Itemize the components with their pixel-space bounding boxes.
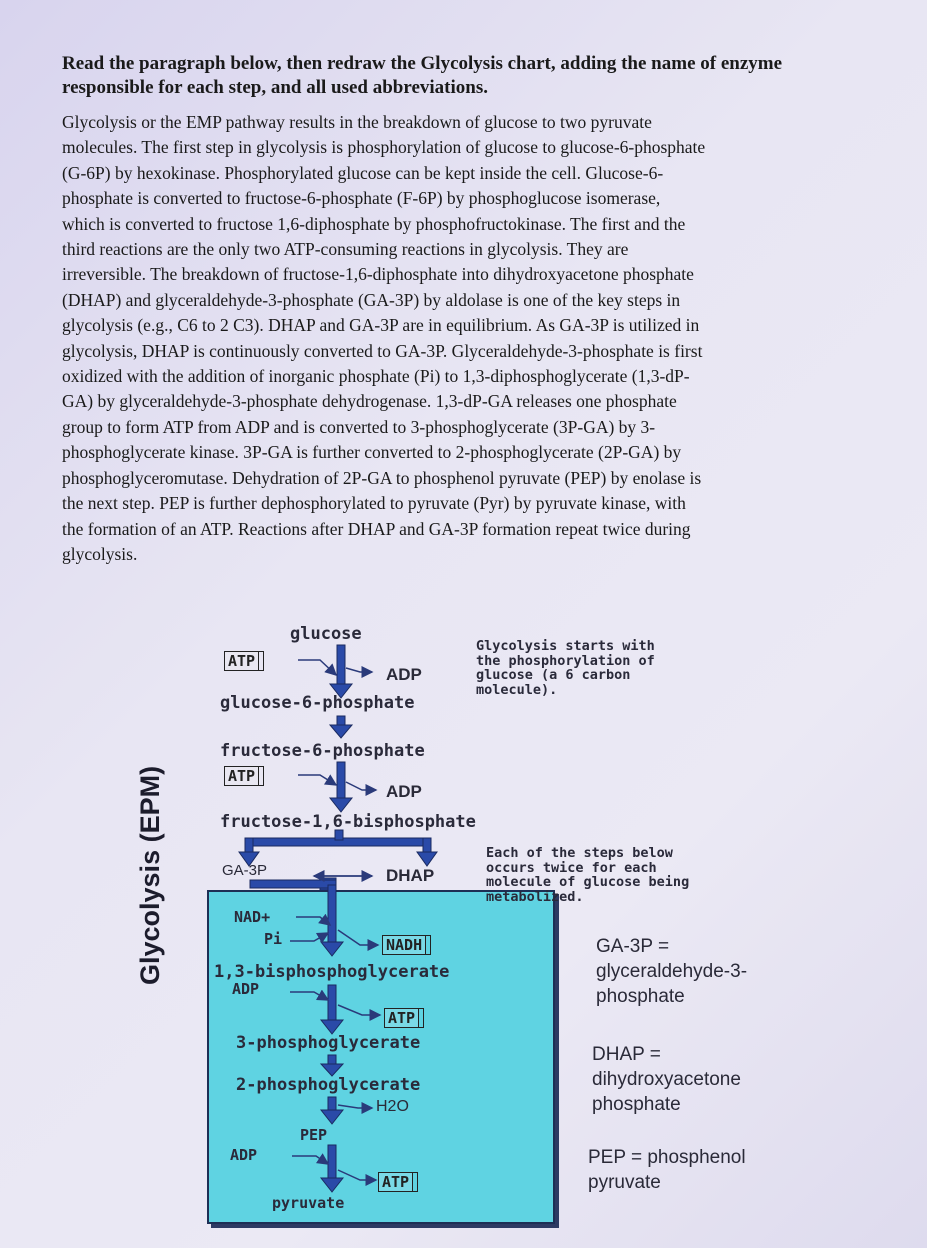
paragraph-line: the next step. PEP is further dephosphorylated to pyruvate (Pyr) by pyruvate kinase, with [62, 493, 686, 514]
note-line: metabolized. [486, 888, 584, 905]
abbrev-line: glyceraldehyde-3- [596, 961, 748, 982]
2-phosphoglycerate-label: 2-phosphoglycerate [236, 1075, 421, 1095]
atp-box-4: ATP [378, 1172, 413, 1192]
paragraph-line: group to form ATP from ADP and is converted to 3-phosphoglycerate (3P-GA) by 3- [62, 416, 656, 437]
adp-label-4: ADP [230, 1146, 258, 1164]
adp-label-1: ADP [386, 665, 422, 684]
paragraph-line: phosphoglyceromutase. Dehydration of 2P-GA to phosphenol pyruvate (PEP) by enolase is [62, 467, 702, 488]
note-line: Each of the steps below [486, 845, 673, 861]
instruction-heading: Read the paragraph below, then redraw the Glycolysis chart, adding the name of enzyme responsible for each step, and all used abbreviations. [62, 53, 783, 98]
atp-box-1: ATP [224, 651, 259, 671]
fructose-6-phosphate-label: fructose-6-phosphate [220, 741, 425, 761]
paragraph-line: phosphate is converted to fructose-6-phosphate (F-6P) by phosphoglucose isomerase, [62, 188, 661, 209]
note-glycolysis-start [476, 639, 655, 697]
h2o-label: H2O [376, 1098, 409, 1115]
adp-label-3: ADP [232, 980, 260, 998]
paragraph-line: the formation of an ATP. Reactions after DHAP and GA-3P formation repeat twice during [62, 518, 691, 539]
paragraph-line: which is converted to fructose 1,6-diphosphate by phosphofructokinase. The first and the [62, 213, 686, 234]
paragraph-line: (G-6P) by hexokinase. Phosphorylated glucose can be kept inside the cell. Glucose-6- [62, 162, 664, 183]
paragraph-line: (DHAP) and glyceraldehyde-3-phosphate (GA-3P) by aldolase is one of the key steps in [62, 289, 681, 310]
paragraph-line: glycolysis (e.g., C6 to 2 C3). DHAP and GA-3P are in equilibrium. As GA-3P is utilized in [62, 315, 700, 336]
abbrev-line: DHAP = [592, 1044, 661, 1065]
note-steps-twice [486, 846, 689, 904]
dhap-label: DHAP [386, 866, 435, 885]
paragraph-line: glycolysis. [62, 543, 138, 564]
abbrev-line: phosphate [592, 1094, 681, 1115]
paragraph-line: phosphoglycerate kinase. 3P-GA is further converted to 2-phosphoglycerate (2P-GA) by [62, 442, 682, 463]
paragraph-line: oxidized with the addition of inorganic phosphate (Pi) to 1,3-diphosphoglycerate (1,3-dP- [62, 366, 690, 387]
paragraph-line: glycolysis, DHAP is continuously converted to GA-3P. Glyceraldehyde-3-phosphate is first [62, 340, 703, 361]
pyruvate-label: pyruvate [272, 1194, 345, 1212]
note-line: occurs twice for each [486, 859, 657, 876]
abbrev-ga3p [596, 934, 747, 1009]
glucose-label: glucose [290, 624, 362, 644]
pi-label: Pi [264, 930, 283, 948]
paragraph-line: third reactions are the only two ATP-consuming reactions in glycolysis. They are [62, 239, 629, 260]
paragraph-line: Glycolysis or the EMP pathway results in the breakdown of glucose to two pyruvate [62, 112, 652, 132]
3-phosphoglycerate-label: 3-phosphoglycerate [236, 1033, 421, 1053]
note-line: molecule). [476, 681, 558, 698]
note-line: molecule of glucose being [486, 874, 690, 890]
abbrev-dhap [592, 1042, 741, 1117]
paragraph-line: molecules. The first step in glycolysis is phosphorylation of glucose to glucose-6-phosphate [62, 137, 706, 158]
pep-label: PEP [300, 1126, 328, 1144]
atp-box-2: ATP [224, 766, 259, 786]
abbrev-line: phosphate [596, 986, 685, 1007]
paragraph-line: GA) by glyceraldehyde-3-phosphate dehydrogenase. 1,3-dP-GA releases one phosphate [62, 391, 677, 412]
nad-label: NAD+ [234, 908, 271, 926]
abbrev-line: PEP = phosphenol [588, 1147, 746, 1168]
glucose-6-phosphate-label: glucose-6-phosphate [220, 693, 415, 713]
adp-label-2: ADP [386, 782, 422, 801]
abbrev-line: GA-3P = [596, 936, 670, 957]
abbrev-pep [588, 1145, 746, 1195]
1-3-bisphosphoglycerate-label: 1,3-bisphosphoglycerate [214, 962, 450, 982]
nadh-box: NADH [382, 935, 426, 955]
note-line: the phosphorylation of [476, 652, 655, 669]
note-line: glucose (a 6 carbon [476, 667, 631, 683]
atp-box-3: ATP [384, 1008, 419, 1028]
ga3p-label: GA-3P [222, 862, 268, 879]
glycolysis-side-title: Glycolysis (EPM) [135, 765, 165, 985]
abbrev-line: dihydroxyacetone [592, 1069, 741, 1090]
fructose-1-6-bisphosphate-label: fructose-1,6-bisphosphate [220, 812, 476, 832]
note-line: Glycolysis starts with [476, 638, 655, 654]
paragraph-line: irreversible. The breakdown of fructose-1,6-diphosphate into dihydroxyacetone phosphate [62, 264, 694, 285]
abbrev-line: pyruvate [588, 1172, 661, 1193]
